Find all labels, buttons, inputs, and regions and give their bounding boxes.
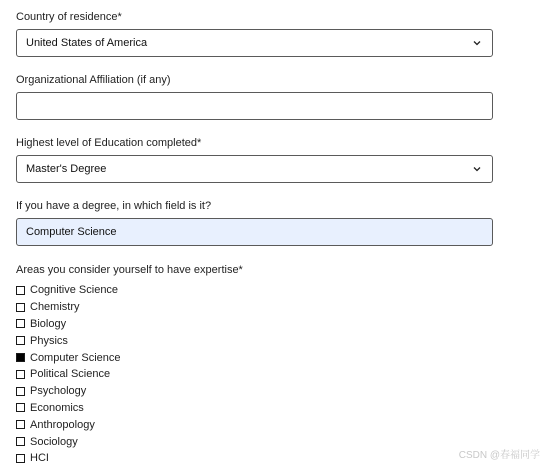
checkbox[interactable] [16,286,25,295]
affiliation-label: Organizational Affiliation (if any) [16,74,171,86]
checkbox[interactable] [16,387,25,396]
expertise-option[interactable] [16,450,121,467]
expertise-option[interactable] [16,433,121,450]
expertise-option[interactable] [16,416,121,433]
expertise-label: Areas you consider yourself to have expertise* [16,264,243,276]
expertise-option-label: Biology [30,317,67,330]
expertise-option-label: Chemistry [30,301,80,314]
country-select[interactable] [16,29,493,57]
expertise-option-label: Cognitive Science [30,284,119,297]
expertise-option-label: Anthropology [30,418,95,431]
education-label: Highest level of Education completed* [16,137,202,149]
expertise-option[interactable] [16,383,121,400]
expertise-option[interactable] [16,299,121,316]
expertise-option-label: Economics [30,401,84,414]
degree-field-input-value: Computer Science [26,226,117,238]
watermark: CSDN @春福同学 [458,450,540,461]
checkbox[interactable] [16,353,25,362]
checkbox[interactable] [16,319,25,328]
checkbox[interactable] [16,370,25,379]
expertise-option[interactable] [16,282,121,299]
checkbox[interactable] [16,303,25,312]
checkbox[interactable] [16,454,25,463]
chevron-down-icon [473,39,481,47]
chevron-down-icon [473,165,481,173]
expertise-option-label: Physics [30,334,68,347]
checkbox[interactable] [16,336,25,345]
country-select-value: United States of America [26,37,148,49]
expertise-option[interactable] [16,332,121,349]
education-select[interactable] [16,155,493,183]
degree-field-label: If you have a degree, in which field is it? [16,200,212,212]
expertise-option[interactable] [16,366,121,383]
expertise-option[interactable] [16,400,121,417]
expertise-checklist [16,282,121,467]
expertise-option-label: Psychology [30,385,87,398]
expertise-option[interactable] [16,316,121,333]
expertise-option-label: Sociology [30,435,78,448]
expertise-option-label: Computer Science [30,351,121,364]
checkbox[interactable] [16,437,25,446]
expertise-option[interactable] [16,349,121,366]
degree-field-input[interactable] [16,218,493,246]
expertise-option-label: HCI [30,452,49,465]
checkbox[interactable] [16,420,25,429]
checkbox[interactable] [16,403,25,412]
affiliation-input[interactable] [16,92,493,120]
education-select-value: Master's Degree [26,163,107,175]
country-label: Country of residence* [16,11,122,23]
expertise-option-label: Political Science [30,368,111,381]
